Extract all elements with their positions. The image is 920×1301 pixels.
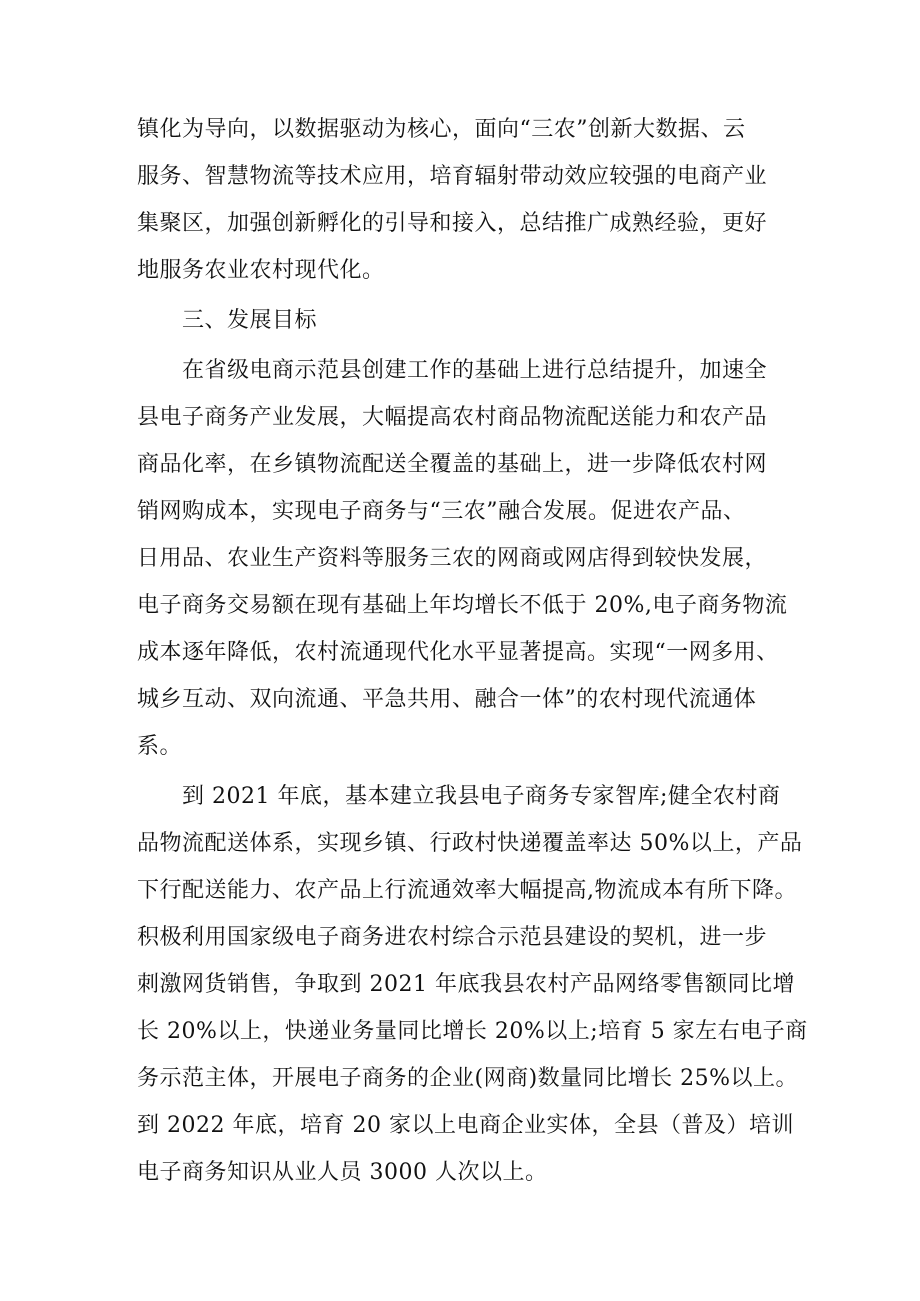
text-line: 县电子商务产业发展，大幅提高农村商品物流配送能力和农产品 [137, 405, 768, 430]
document-body [137, 106, 808, 1196]
text-line: 城乡互动、双向流通、平急共用、融合一体”的农村现代流通体 [137, 687, 757, 712]
text-line: 镇化为导向，以数据驱动为核心，面向“三农”创新大数据、云 [137, 117, 746, 142]
text-line: 地服务农业农村现代化。 [137, 258, 385, 283]
paragraph-2021-targets [137, 773, 808, 1196]
text-line: 商品化率，在乡镇物流配送全覆盖的基础上，进一步降低农村网 [137, 452, 768, 477]
text-line: 销网购成本，实现电子商务与“三农”融合发展。促进农产品、 [137, 499, 746, 524]
section-heading-development-goals: 三、发展目标 [182, 308, 318, 333]
text-line: 长 20%以上，快递业务量同比增长 20%以上;培育 5 家左右电子商 [137, 1019, 808, 1044]
text-line: 到 2021 年底，基本建立我县电子商务专家智库;健全农村商 [182, 784, 781, 809]
text-line: 系。 [137, 734, 183, 759]
text-line: 电子商务知识从业人员 3000 人次以上。 [137, 1160, 548, 1185]
text-line: 日用品、农业生产资料等服务三农的网商或网店得到较快发展， [137, 546, 768, 571]
paragraph-strategy-continuation [137, 106, 792, 294]
text-line: 成本逐年降低，农村流通现代化水平显著提高。实现“一网多用、 [137, 640, 779, 665]
paragraph-development-goals [137, 347, 792, 770]
text-line: 在省级电商示范县创建工作的基础上进行总结提升，加速全 [182, 358, 768, 383]
text-line: 务示范主体，开展电子商务的企业(网商)数量同比增长 25%以上。 [137, 1066, 799, 1091]
text-line: 品物流配送体系，实现乡镇、行政村快递覆盖率达 50%以上，产品 [137, 831, 803, 856]
text-line: 电子商务交易额在现有基础上年均增长不低于 20%,电子商务物流 [137, 593, 788, 618]
text-line: 刺激网货销售，争取到 2021 年底我县农村产品网络零售额同比增 [137, 972, 795, 997]
text-line: 服务、智慧物流等技术应用，培育辐射带动效应较强的电商产业 [137, 164, 768, 189]
text-line: 到 2022 年底，培育 20 家以上电商企业实体，全县（普及）培训 [137, 1113, 794, 1138]
text-line: 积极利用国家级电子商务进农村综合示范县建设的契机，进一步 [137, 925, 768, 950]
text-line: 下行配送能力、农产品上行流通效率大幅提高,物流成本有所下降。 [137, 878, 797, 903]
text-line: 集聚区，加强创新孵化的引导和接入，总结推广成熟经验，更好 [137, 211, 768, 236]
